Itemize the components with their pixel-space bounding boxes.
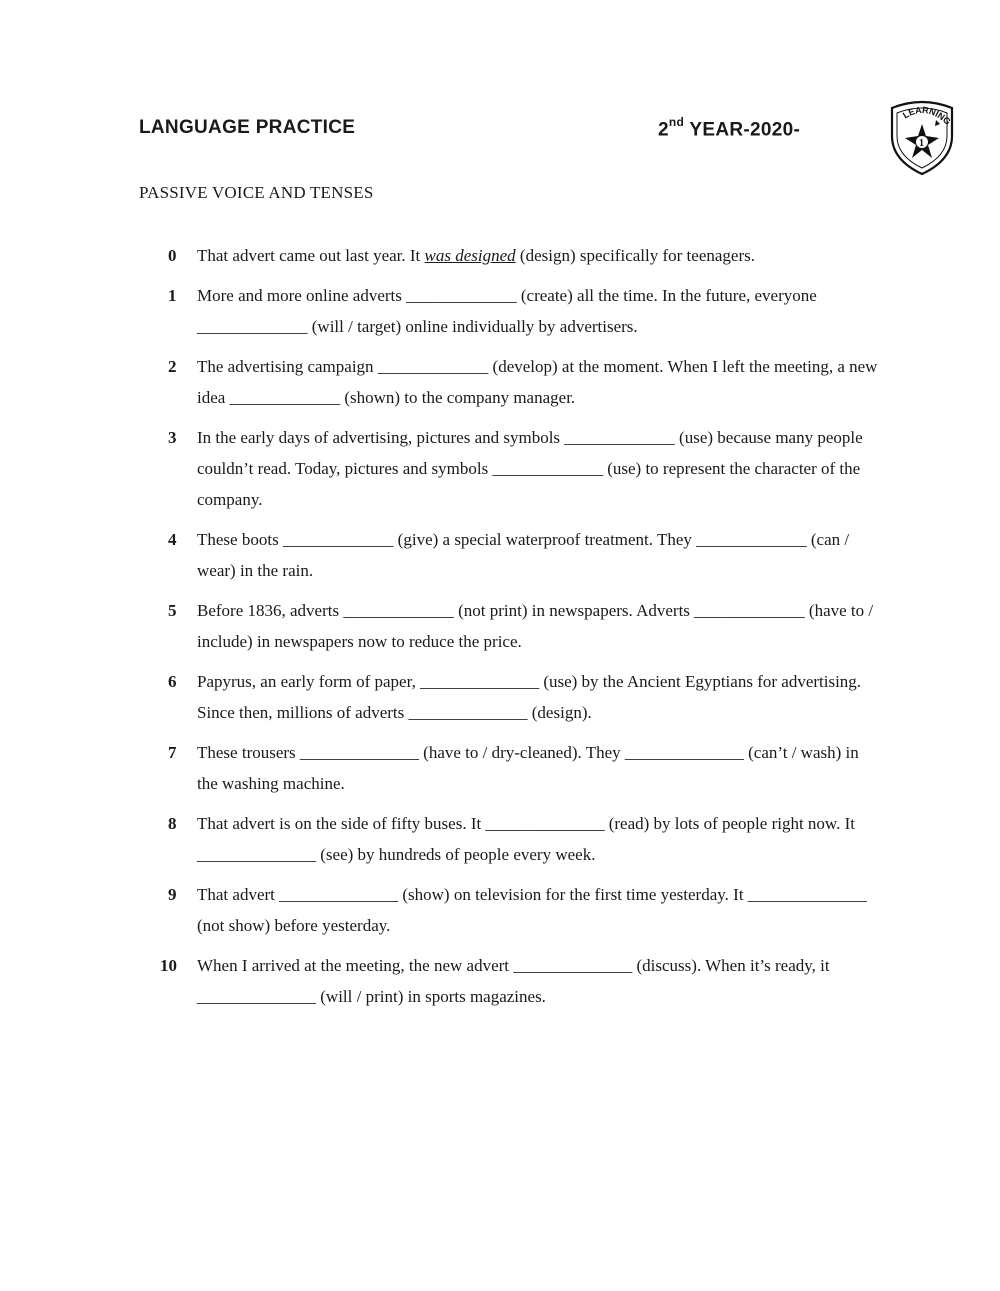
- exercise-item-1: [160, 280, 880, 342]
- exercise-item-10: [160, 950, 880, 1012]
- exercise-text-end: (design) specifically for teenagers.: [515, 246, 755, 265]
- exercise-item-8: [160, 808, 880, 870]
- exercise-text: When I arrived at the meeting, the new advert ______________ (discuss). When it’s ready, it ______________ (will / print) in sports magazines.: [197, 956, 830, 1006]
- worksheet-title: LANGUAGE PRACTICE: [139, 117, 356, 138]
- svg-text:1: 1: [919, 138, 924, 149]
- exercise-item-7: [160, 737, 880, 799]
- section-subtitle: PASSIVE VOICE AND TENSES: [139, 183, 374, 202]
- exercise-item-6: [160, 666, 880, 728]
- exercise-item-4: [160, 524, 880, 586]
- exercise-number: 4: [168, 530, 177, 549]
- exercise-item-9: [160, 879, 880, 941]
- school-shield-logo: [886, 98, 958, 176]
- exercise-text: These boots _____________ (give) a special waterproof treatment. They _____________ (can / wear) in the rain.: [197, 530, 850, 580]
- exercise-number: 6: [168, 672, 177, 691]
- example-answer: was designed: [424, 246, 516, 265]
- exercise-number: 3: [168, 428, 177, 447]
- exercise-number: 2: [168, 357, 177, 376]
- exercise-text: In the early days of advertising, pictures and symbols _____________ (use) because many people couldn’t read. Today, pictures and symbols _____________ (use) to represent the character of the company.: [197, 428, 863, 509]
- exercise-text: That advert ______________ (show) on television for the first time yesterday. It ______________ (not show) before yesterday.: [197, 885, 867, 935]
- exercise-number: 9: [168, 885, 177, 904]
- exercise-number: 1: [168, 286, 177, 305]
- exercise-text: That advert is on the side of fifty buses. It ______________ (read) by lots of people right now. It ______________ (see) by hundreds of people every week.: [197, 814, 855, 864]
- year-label: [658, 117, 800, 141]
- year-rest: YEAR-2020-: [684, 119, 801, 141]
- exercise-text: These trousers ______________ (have to / dry-cleaned). They ______________ (can’t / wash) in the washing machine.: [197, 743, 859, 793]
- exercise-number: 8: [168, 814, 177, 833]
- exercise-text: Papyrus, an early form of paper, ______________ (use) by the Ancient Egyptians for advertising. Since then, millions of adverts ______________ (design).: [197, 672, 862, 722]
- exercise-item-0: [160, 240, 880, 271]
- exercise-number: 7: [168, 743, 177, 762]
- exercise-text: The advertising campaign _____________ (develop) at the moment. When I left the meeting, a new idea _____________ (shown) to the company manager.: [197, 357, 878, 407]
- exercise-text: More and more online adverts _____________ (create) all the time. In the future, everyone _____________ (will / target) online individually by advertisers.: [197, 286, 817, 336]
- logo-text: LEARNING: [901, 104, 953, 127]
- exercise-number: 0: [168, 246, 177, 265]
- exercise-list: [160, 240, 880, 1021]
- exercise-number: 5: [168, 601, 177, 620]
- exercise-text-start: That advert came out last year. It: [197, 246, 425, 265]
- exercise-number: 10: [160, 956, 177, 975]
- exercise-item-2: [160, 351, 880, 413]
- exercise-item-5: [160, 595, 880, 657]
- year-suffix: nd: [668, 115, 685, 129]
- year-prefix: 2: [658, 119, 669, 141]
- exercise-text: Before 1836, adverts _____________ (not print) in newspapers. Adverts _____________ (have to / include) in newspapers now to reduce the price.: [197, 601, 874, 651]
- exercise-item-3: [160, 422, 880, 515]
- exercise-text: [197, 240, 880, 271]
